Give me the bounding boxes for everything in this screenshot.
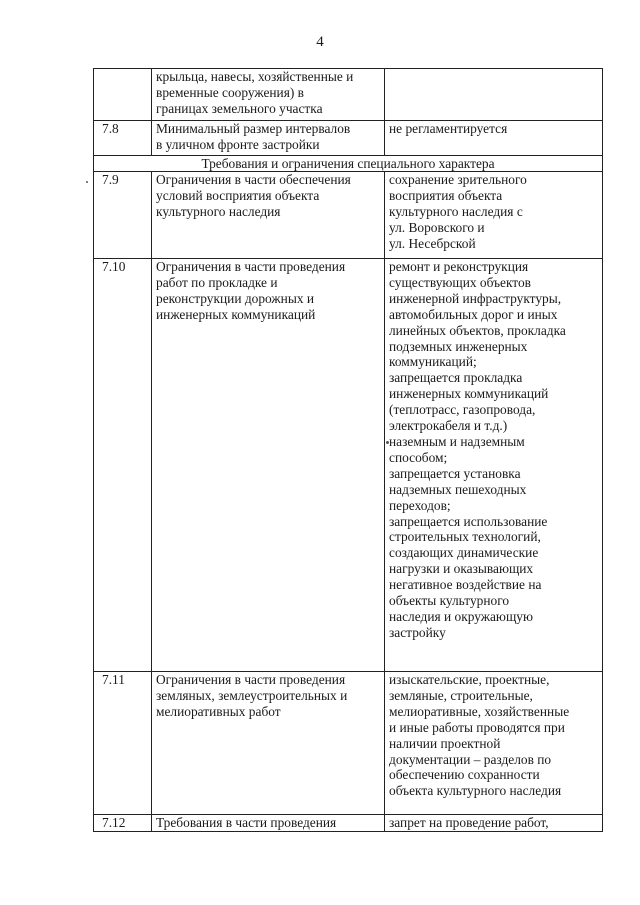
row-name: Требования в части проведения: [152, 815, 385, 832]
row-value: запрет на проведение работ,: [385, 815, 603, 832]
table-row: [94, 259, 603, 672]
section-title: Требования и ограничения специального характера: [94, 156, 603, 172]
row-number: [94, 69, 152, 121]
row-value: изыскательские, проектные, земляные, строительные, мелиоративные, хозяйственные и иные работы проводятся при наличии проектной документации – разделов по обеспечению сохранности объекта культурного наследия: [385, 672, 603, 815]
page-number: 4: [316, 34, 324, 50]
table-row: [94, 172, 603, 259]
table-row: [94, 121, 603, 156]
row-value: не регламентируется: [385, 121, 603, 156]
row-name: Минимальный размер интервалов в уличном фронте застройки: [152, 121, 385, 156]
table-row: [94, 69, 603, 121]
row-value: ремонт и реконструкция существующих объектов инженерной инфраструктуры, автомобильных дорог и иных линейных объектов, прокладка подземных инженерных коммуникаций; запрещается прокладка инженерных коммуникаций (теплотрасс, газопровода, электрокабеля и т.д.) наземным и надземным способом; запрещается установка надземных пешеходных переходов; запрещается использование строительных технологий, создающих динамические нагрузки и оказывающих негативное воздействие на объекты культурного наследия и окружающую застройку: [385, 259, 603, 672]
row-number: 7.11: [94, 672, 152, 815]
row-name: Ограничения в части проведения земляных, землеустроительных и мелиоративных работ: [152, 672, 385, 815]
row-name: Ограничения в части обеспечения условий восприятия объекта культурного наследия: [152, 172, 385, 259]
regulations-table: [93, 68, 603, 832]
row-name: Ограничения в части проведения работ по прокладке и реконструкции дорожных и инженерных коммуникаций: [152, 259, 385, 672]
row-value: [385, 69, 603, 121]
section-header-row: [94, 156, 603, 172]
table-row: [94, 815, 603, 832]
scan-speck: [86, 181, 88, 183]
row-number: 7.8: [94, 121, 152, 156]
row-number: 7.12: [94, 815, 152, 832]
row-number: 7.9: [94, 172, 152, 259]
scan-speck: [386, 441, 389, 444]
row-value: сохранение зрительного восприятия объекта культурного наследия с ул. Воровского и ул. Несебрской: [385, 172, 603, 259]
row-name: крыльца, навесы, хозяйственные и временные сооружения) в границах земельного участка: [152, 69, 385, 121]
row-number: 7.10: [94, 259, 152, 672]
table-row: [94, 672, 603, 815]
